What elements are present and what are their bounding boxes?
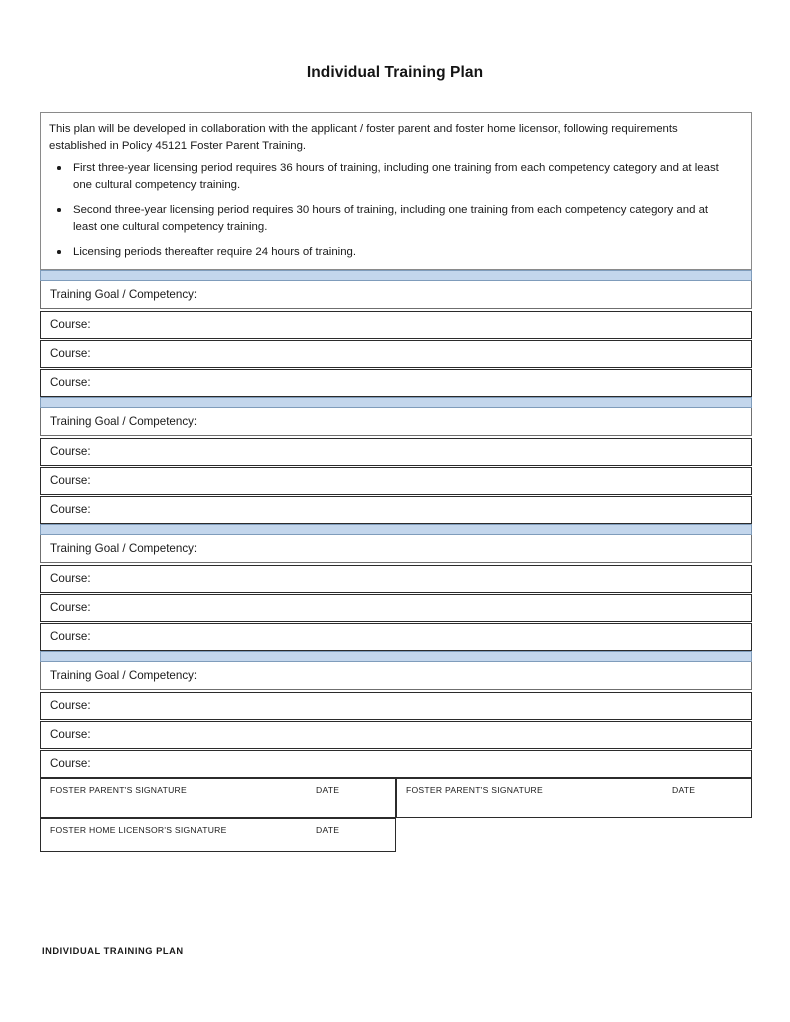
bullet-text: First three-year licensing period requires 36 hours of training, including one training from each competency category and at least one cultural competency training. xyxy=(73,162,719,191)
bullet-text: Second three-year licensing period requires 30 hours of training, including one training from each competency category and at least one cultural competency training. xyxy=(73,204,709,233)
list-item xyxy=(49,244,741,261)
course-label: Course: xyxy=(50,445,91,458)
section-divider-bar xyxy=(40,524,752,535)
course-field[interactable] xyxy=(40,311,752,339)
course-field[interactable] xyxy=(40,692,752,720)
course-label: Course: xyxy=(50,347,91,360)
licensor-date-label: DATE xyxy=(316,825,340,835)
bullet-dot-icon xyxy=(57,208,61,212)
training-section-1 xyxy=(40,270,752,397)
foster-parent-date-label: DATE xyxy=(316,785,340,795)
course-label: Course: xyxy=(50,601,91,614)
course-label: Course: xyxy=(50,376,91,389)
list-item xyxy=(49,202,741,235)
course-field[interactable] xyxy=(40,438,752,466)
bullet-dot-icon xyxy=(57,166,61,170)
foster-parent-signature-cell-1[interactable] xyxy=(40,778,396,818)
course-field[interactable] xyxy=(40,340,752,368)
section-divider-bar xyxy=(40,397,752,408)
course-label: Course: xyxy=(50,474,91,487)
course-label: Course: xyxy=(50,728,91,741)
section-divider-bar xyxy=(40,651,752,662)
page-footer: INDIVIDUAL TRAINING PLAN xyxy=(42,946,184,956)
foster-parent-signature-label: FOSTER PARENT'S SIGNATURE xyxy=(406,785,543,795)
bullet-dot-icon xyxy=(57,250,61,254)
course-field[interactable] xyxy=(40,750,752,778)
licensor-signature-cell[interactable] xyxy=(40,818,396,852)
section-divider-bar xyxy=(40,270,752,281)
course-label: Course: xyxy=(50,630,91,643)
foster-parent-signature-cell-2[interactable] xyxy=(396,778,752,818)
signature-block xyxy=(40,778,752,852)
intro-paragraph: This plan will be developed in collaboration with the applicant / foster parent and foster home licensor, following requirements established in Policy 45121 Foster Parent Training. xyxy=(49,123,678,152)
course-label: Course: xyxy=(50,757,91,770)
course-field[interactable] xyxy=(40,721,752,749)
training-goal-field[interactable] xyxy=(40,662,752,690)
training-goal-label: Training Goal / Competency: xyxy=(50,415,198,428)
training-section-2 xyxy=(40,397,752,524)
course-label: Course: xyxy=(50,699,91,712)
course-field[interactable] xyxy=(40,467,752,495)
foster-parent-signature-label: FOSTER PARENT'S SIGNATURE xyxy=(50,785,187,795)
training-goal-label: Training Goal / Competency: xyxy=(50,669,198,682)
course-label: Course: xyxy=(50,503,91,516)
course-field[interactable] xyxy=(40,496,752,524)
training-goal-field[interactable] xyxy=(40,408,752,436)
course-field[interactable] xyxy=(40,594,752,622)
list-item xyxy=(49,160,741,193)
training-section-3 xyxy=(40,524,752,651)
page-title: Individual Training Plan xyxy=(306,64,484,81)
course-field[interactable] xyxy=(40,565,752,593)
course-field[interactable] xyxy=(40,369,752,397)
training-goal-label: Training Goal / Competency: xyxy=(50,288,198,301)
course-label: Course: xyxy=(50,572,91,585)
training-section-4 xyxy=(40,651,752,778)
bullet-text: Licensing periods thereafter require 24 hours of training. xyxy=(73,246,357,258)
course-label: Course: xyxy=(50,318,91,331)
training-goal-field[interactable] xyxy=(40,281,752,309)
requirements-bullet-list xyxy=(49,160,741,261)
foster-parent-date-label: DATE xyxy=(672,785,696,795)
licensor-signature-label: FOSTER HOME LICENSOR'S SIGNATURE xyxy=(50,825,227,835)
course-field[interactable] xyxy=(40,623,752,651)
training-goal-field[interactable] xyxy=(40,535,752,563)
intro-requirements-box xyxy=(40,112,752,270)
training-goal-label: Training Goal / Competency: xyxy=(50,542,198,555)
